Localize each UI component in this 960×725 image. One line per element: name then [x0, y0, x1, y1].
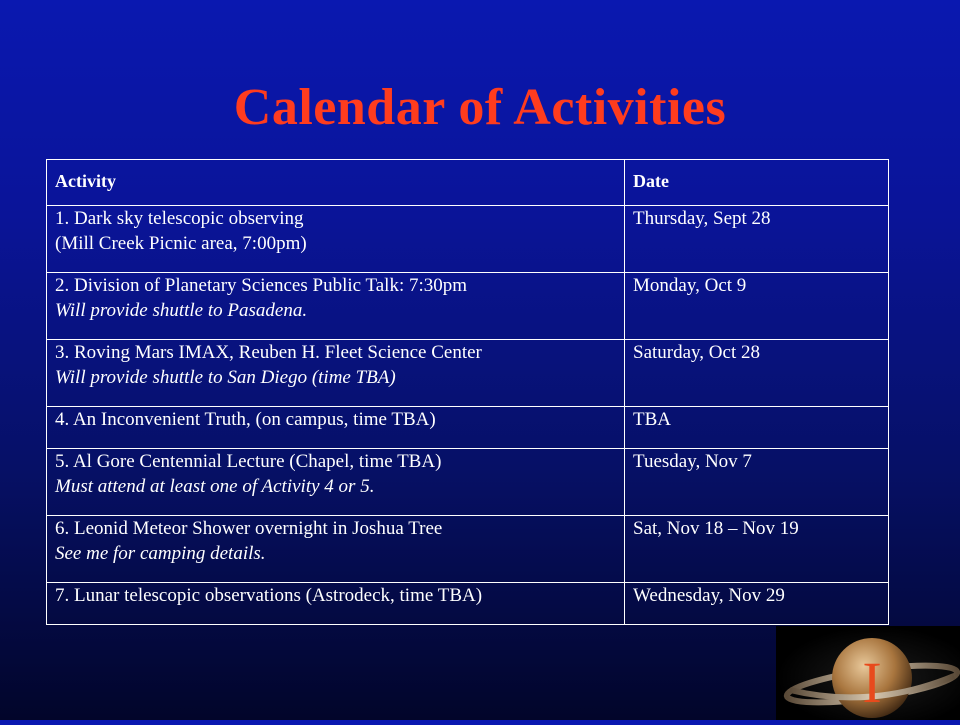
activity-column-header: Activity — [47, 160, 625, 206]
date-cell: Monday, Oct 9 — [625, 273, 889, 340]
saturn-logo-icon — [776, 626, 960, 720]
activity-cell — [47, 407, 625, 449]
date-column-header: Date — [625, 160, 889, 206]
activity-name: 4. An Inconvenient Truth, (on campus, time TBA) — [55, 409, 436, 430]
activity-name: 7. Lunar telescopic observations (Astrodeck, time TBA) — [55, 585, 483, 606]
date-cell: Wednesday, Nov 29 — [625, 583, 889, 625]
activity-cell — [47, 206, 625, 273]
activity-detail: See me for camping details. — [55, 543, 266, 564]
activity-name: 1. Dark sky telescopic observing — [55, 208, 304, 229]
activity-name: 5. Al Gore Centennial Lecture (Chapel, time TBA) — [55, 451, 442, 472]
activity-cell — [47, 516, 625, 583]
table-row — [47, 583, 889, 625]
table-row — [47, 407, 889, 449]
activity-detail: Must attend at least one of Activity 4 or 5. — [55, 476, 375, 497]
activity-detail: (Mill Creek Picnic area, 7:00pm) — [55, 233, 307, 254]
table-header-row — [47, 160, 889, 206]
saturn-logo — [776, 626, 960, 720]
table-row — [47, 206, 889, 273]
activity-name: 3. Roving Mars IMAX, Reuben H. Fleet Science Center — [55, 342, 482, 363]
activity-cell — [47, 583, 625, 625]
table-row — [47, 449, 889, 516]
activity-cell — [47, 273, 625, 340]
activities-table — [46, 159, 889, 625]
date-cell: Tuesday, Nov 7 — [625, 449, 889, 516]
slide-title: Calendar of Activities — [233, 79, 727, 136]
activity-name: 6. Leonid Meteor Shower overnight in Joshua Tree — [55, 518, 443, 539]
table-row — [47, 516, 889, 583]
table-row — [47, 273, 889, 340]
date-cell: Thursday, Sept 28 — [625, 206, 889, 273]
date-cell: Sat, Nov 18 – Nov 19 — [625, 516, 889, 583]
emblem-letter: I — [862, 650, 882, 715]
activity-detail: Will provide shuttle to San Diego (time TBA) — [55, 367, 396, 388]
activity-cell — [47, 449, 625, 516]
date-cell: Saturday, Oct 28 — [625, 340, 889, 407]
activity-name: 2. Division of Planetary Sciences Public Talk: 7:30pm — [55, 275, 468, 296]
table-row — [47, 340, 889, 407]
date-cell: TBA — [625, 407, 889, 449]
activity-detail: Will provide shuttle to Pasadena. — [55, 300, 308, 321]
activity-cell — [47, 340, 625, 407]
